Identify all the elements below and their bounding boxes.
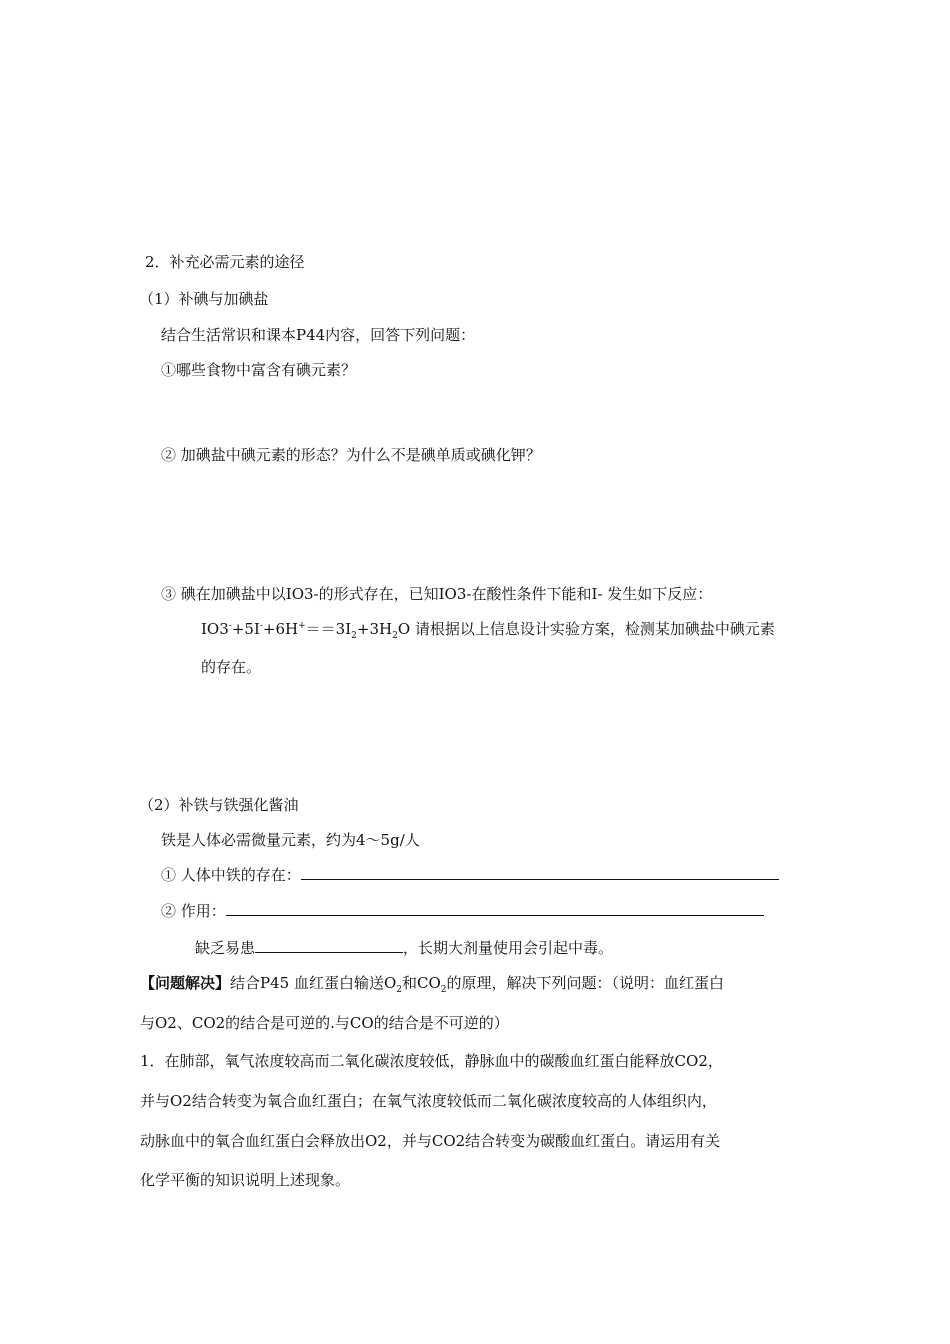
problem-text-b: 和CO — [402, 974, 441, 992]
iron-deficiency-line — [195, 938, 613, 958]
iron-existence-blank[interactable] — [301, 865, 779, 880]
section-heading: 2．补充必需元素的途径 — [145, 253, 305, 271]
part1-intro: 结合生活常识和课本P44内容，回答下列问题： — [161, 326, 476, 344]
iron-deficiency-blank[interactable] — [255, 938, 403, 953]
iron-function-blank[interactable] — [226, 901, 764, 916]
part1-question-2: ② 加碘盐中碘元素的形态？为什么不是碘单质或碘化钾？ — [161, 446, 541, 464]
reaction-equation-line: $IO3^-+5I^-+6H^+==3I_2+3H_2O$ 请根据以上信息设计实验方案，检测某加碘盐中碘元素 — [201, 620, 775, 641]
iron-deficiency-suffix: ，长期大剂量使用会引起中毒。 — [403, 939, 614, 957]
problem-line-1: 【问题解决】结合P45 血红蛋白输送$O_2$和$CO_2$的原理，解决下列问题：（说明：血红蛋白 — [140, 974, 725, 995]
problem-paragraph-line-4: 化学平衡的知识说明上述现象。 — [140, 1171, 351, 1189]
problem-line-2: 与O2、CO2的结合是可逆的.与CO的结合是不可逆的） — [140, 1014, 509, 1032]
iron-function-label: ② 作用： — [161, 902, 226, 920]
part2-title: （2）补铁与铁强化酱油 — [139, 796, 299, 814]
iron-deficiency-label: 缺乏易患 — [195, 939, 256, 957]
part1-title: （1）补碘与加碘盐 — [139, 290, 269, 308]
problem-text-a: 结合P45 血红蛋白输送O — [230, 974, 397, 992]
iron-existence-line — [161, 865, 779, 885]
problem-text-c: 的原理，解决下列问题：（说明：血红蛋白 — [446, 974, 725, 992]
part2-intro: 铁是人体必需微量元素，约为4～5g/人 — [161, 831, 420, 849]
problem-paragraph-line-3: 动脉血中的氧合血红蛋白会释放出O2，并与CO2结合转变为碳酸血红蛋白。请运用有关 — [140, 1132, 721, 1150]
reaction-equation-text: 请根据以上信息设计实验方案，检测某加碘盐中碘元素 — [410, 620, 775, 638]
reaction-equation-continuation: 的存在。 — [201, 658, 262, 676]
problem-paragraph-line-1: 1．在肺部，氧气浓度较高而二氧化碳浓度较低，静脉血中的碳酸血红蛋白能释放CO2， — [140, 1052, 723, 1070]
iron-function-line — [161, 901, 764, 921]
part1-question-1: ①哪些食物中富含有碘元素？ — [161, 361, 357, 379]
problem-tag: 【问题解决】 — [140, 974, 231, 992]
part1-question-3: ③ 碘在加碘盐中以IO3-的形式存在，已知IO3-在酸性条件下能和I- 发生如下反应： — [161, 585, 713, 603]
problem-paragraph-line-2: 并与O2结合转变为氧合血红蛋白；在氧气浓度较低而二氧化碳浓度较高的人体组织内， — [140, 1092, 717, 1110]
iron-existence-label: ① 人体中铁的存在： — [161, 866, 301, 884]
